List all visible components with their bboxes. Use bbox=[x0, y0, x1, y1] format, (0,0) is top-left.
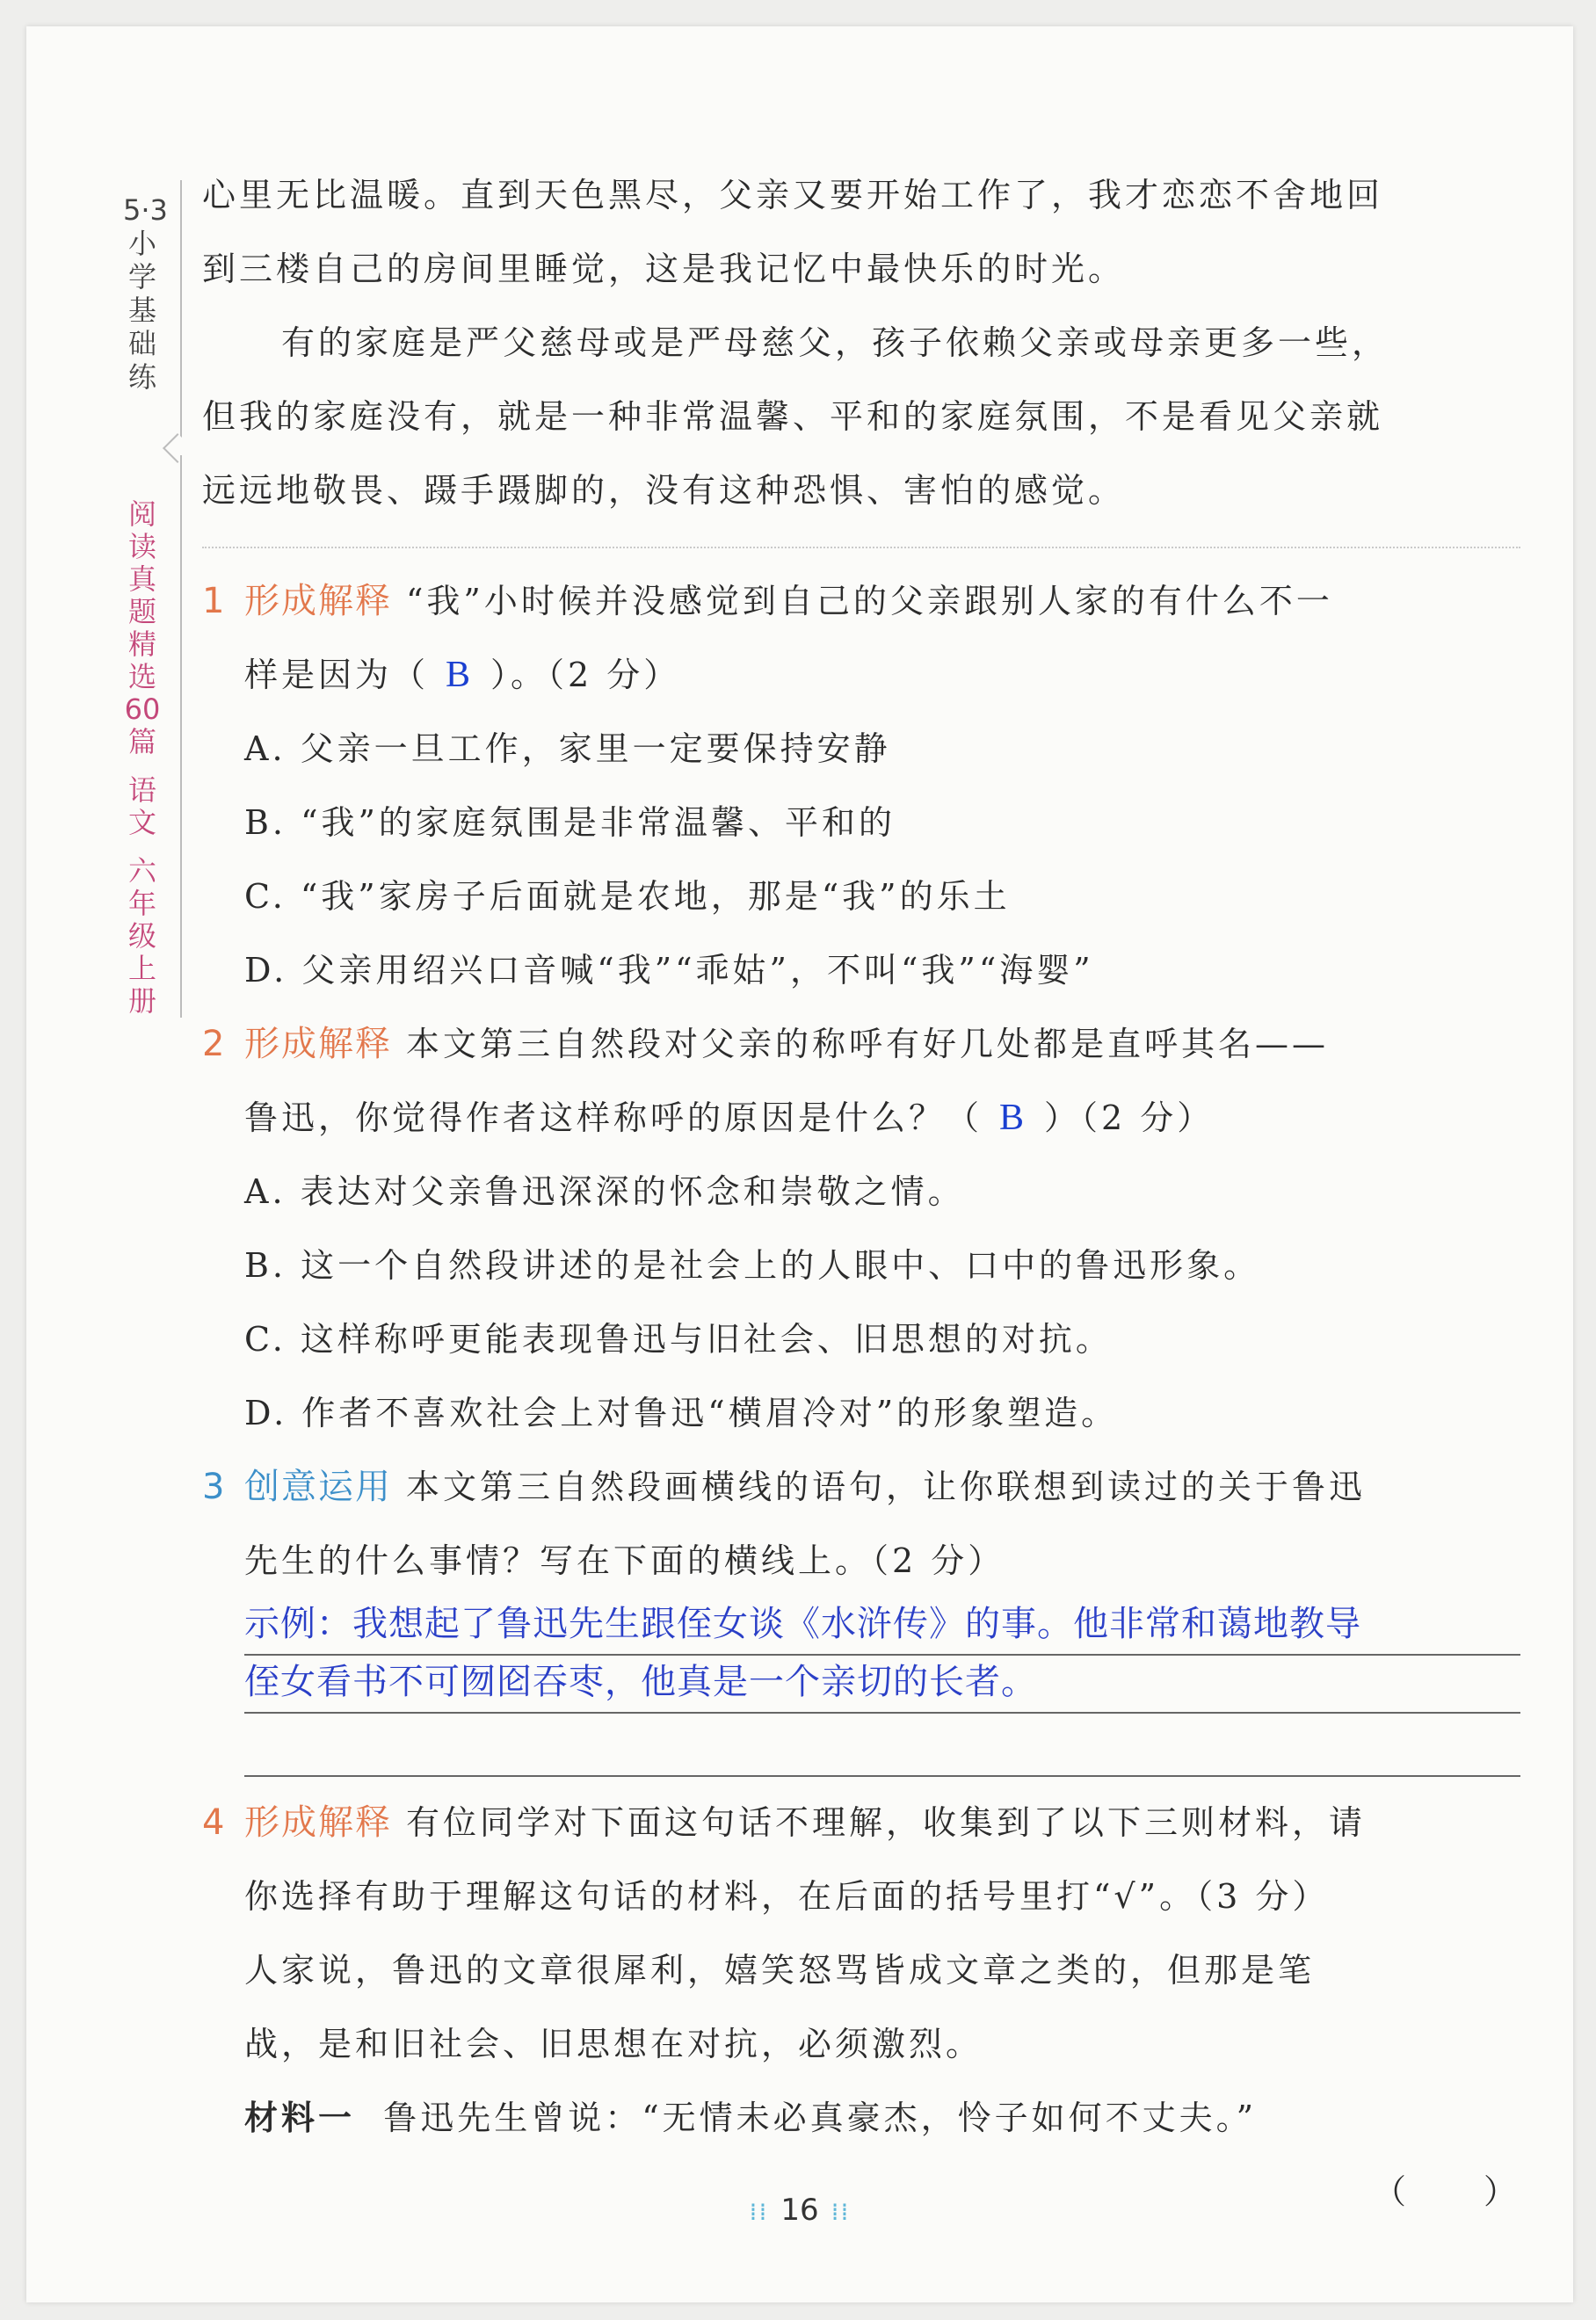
question-text: 本文第三自然段画横线的语句，让你联想到读过的关于鲁迅 bbox=[406, 1468, 1367, 1506]
book-title: 阅读真题精选60篇 bbox=[124, 497, 161, 758]
workbook-page bbox=[26, 26, 1573, 2302]
rail-divider bbox=[180, 180, 182, 444]
question-text: 先生的什么事情？写在下面的横线上。（2 分） bbox=[244, 1541, 1005, 1580]
question-text: 有位同学对下面这句话不理解，收集到了以下三则材料，请 bbox=[406, 1803, 1367, 1842]
option-c: C. 这样称呼更能表现鲁迅与旧社会、旧思想的对抗。 bbox=[244, 1320, 1113, 1359]
series-label: 5·3小学基础练 bbox=[123, 193, 168, 394]
passage-line: 但我的家庭没有，就是一种非常温馨、平和的家庭氛围，不是看见父亲就 bbox=[202, 397, 1384, 436]
question-text: 样是因为（ bbox=[244, 656, 430, 694]
quote-line: 战，是和旧社会、旧思想在对抗，必须激烈。 bbox=[244, 2025, 983, 2063]
question-text: ）。（2 分） bbox=[490, 656, 681, 694]
passage-line: 到三楼自己的房间里睡觉，这是我记忆中最快乐的时光。 bbox=[202, 250, 1126, 288]
section-divider bbox=[202, 547, 1520, 548]
page-content bbox=[202, 158, 1520, 2229]
question-number: 3 bbox=[202, 1467, 229, 1507]
option-b: B. 这一个自然段讲述的是社会上的人眼中、口中的鲁迅形象。 bbox=[244, 1246, 1261, 1285]
side-rail bbox=[26, 26, 229, 2302]
option-a: A. 父亲一旦工作，家里一定要保持安静 bbox=[244, 729, 891, 768]
question-tag: 形成解释 bbox=[244, 581, 392, 621]
question-text: 你选择有助于理解这句话的材料，在后面的括号里打“√”。（3 分） bbox=[244, 1877, 1330, 1916]
answer-line bbox=[244, 1656, 1520, 1714]
rail-divider bbox=[180, 455, 182, 1018]
question-tag: 形成解释 bbox=[244, 1802, 392, 1843]
passage bbox=[202, 158, 1512, 527]
handwritten-answer: 侄女看书不可囫囵吞枣，他真是一个亲切的长者。 bbox=[244, 1662, 1037, 1702]
option-c: C. “我”家房子后面就是农地，那是“我”的乐土 bbox=[244, 877, 1011, 916]
question-tag: 创意运用 bbox=[244, 1467, 392, 1507]
answer-letter: B bbox=[446, 655, 475, 695]
answer-letter: B bbox=[999, 1098, 1028, 1138]
rail-notch bbox=[163, 433, 192, 463]
question-text: ）（2 分） bbox=[1044, 1098, 1215, 1137]
dots-decoration-icon: ⁞⁞ bbox=[749, 2197, 769, 2226]
book-grade: 六年级上册 bbox=[127, 854, 156, 1018]
book-label bbox=[123, 466, 162, 1018]
answer-line bbox=[244, 1714, 1520, 1777]
quote-line: 人家说，鲁迅的文章很犀利，嬉笑怒骂皆成文章之类的，但那是笔 bbox=[244, 1951, 1316, 1990]
option-d: D. 作者不喜欢社会上对鲁迅“横眉冷对”的形象塑造。 bbox=[244, 1394, 1119, 1432]
option-d: D. 父亲用绍兴口音喊“我”“乖姑”，不叫“我”“海婴” bbox=[244, 951, 1094, 990]
option-a: A. 表达对父亲鲁迅深深的怀念和崇敬之情。 bbox=[244, 1172, 965, 1211]
answer-line bbox=[244, 1598, 1520, 1656]
answer-bracket: （ ） bbox=[1372, 2172, 1520, 2211]
passage-line: 远远地敬畏、蹑手蹑脚的，没有这种恐惧、害怕的感觉。 bbox=[202, 471, 1126, 510]
question-number: 4 bbox=[202, 1802, 229, 1843]
passage-line: 心里无比温暖。直到天色黑尽，父亲又要开始工作了，我才恋恋不舍地回 bbox=[202, 176, 1384, 214]
material-title: 材料一 bbox=[244, 2099, 356, 2137]
question-2 bbox=[202, 1007, 1512, 1450]
material-text: 鲁迅先生曾说：“无情未必真豪杰，怜子如何不丈夫。” bbox=[383, 2099, 1258, 2137]
question-number: 2 bbox=[202, 1024, 229, 1064]
passage-line: 有的家庭是严父慈母或是严母慈父，孩子依赖父亲或母亲更多一些， bbox=[281, 323, 1389, 362]
book-subject: 语文 bbox=[127, 773, 156, 839]
question-3 bbox=[202, 1450, 1512, 1777]
dots-decoration-icon: ⁞⁞ bbox=[831, 2197, 851, 2226]
option-b: B. “我”的家庭氛围是非常温馨、平和的 bbox=[244, 803, 896, 842]
question-1 bbox=[202, 564, 1512, 1007]
page-number bbox=[26, 2193, 1573, 2228]
question-text: 本文第三自然段对父亲的称呼有好几处都是直呼其名—— bbox=[406, 1025, 1330, 1063]
question-text: “我”小时候并没感觉到自己的父亲跟别人家的有什么不一 bbox=[406, 582, 1333, 620]
question-number: 1 bbox=[202, 581, 229, 621]
question-tag: 形成解释 bbox=[244, 1024, 392, 1064]
question-4 bbox=[202, 1786, 1520, 2229]
question-text: 鲁迅，你觉得作者这样称呼的原因是什么？（ bbox=[244, 1098, 983, 1137]
handwritten-answer: 示例：我想起了鲁迅先生跟侄女谈《水浒传》的事。他非常和蔼地教导 bbox=[244, 1604, 1361, 1644]
page-number-value: 16 bbox=[780, 2193, 819, 2228]
